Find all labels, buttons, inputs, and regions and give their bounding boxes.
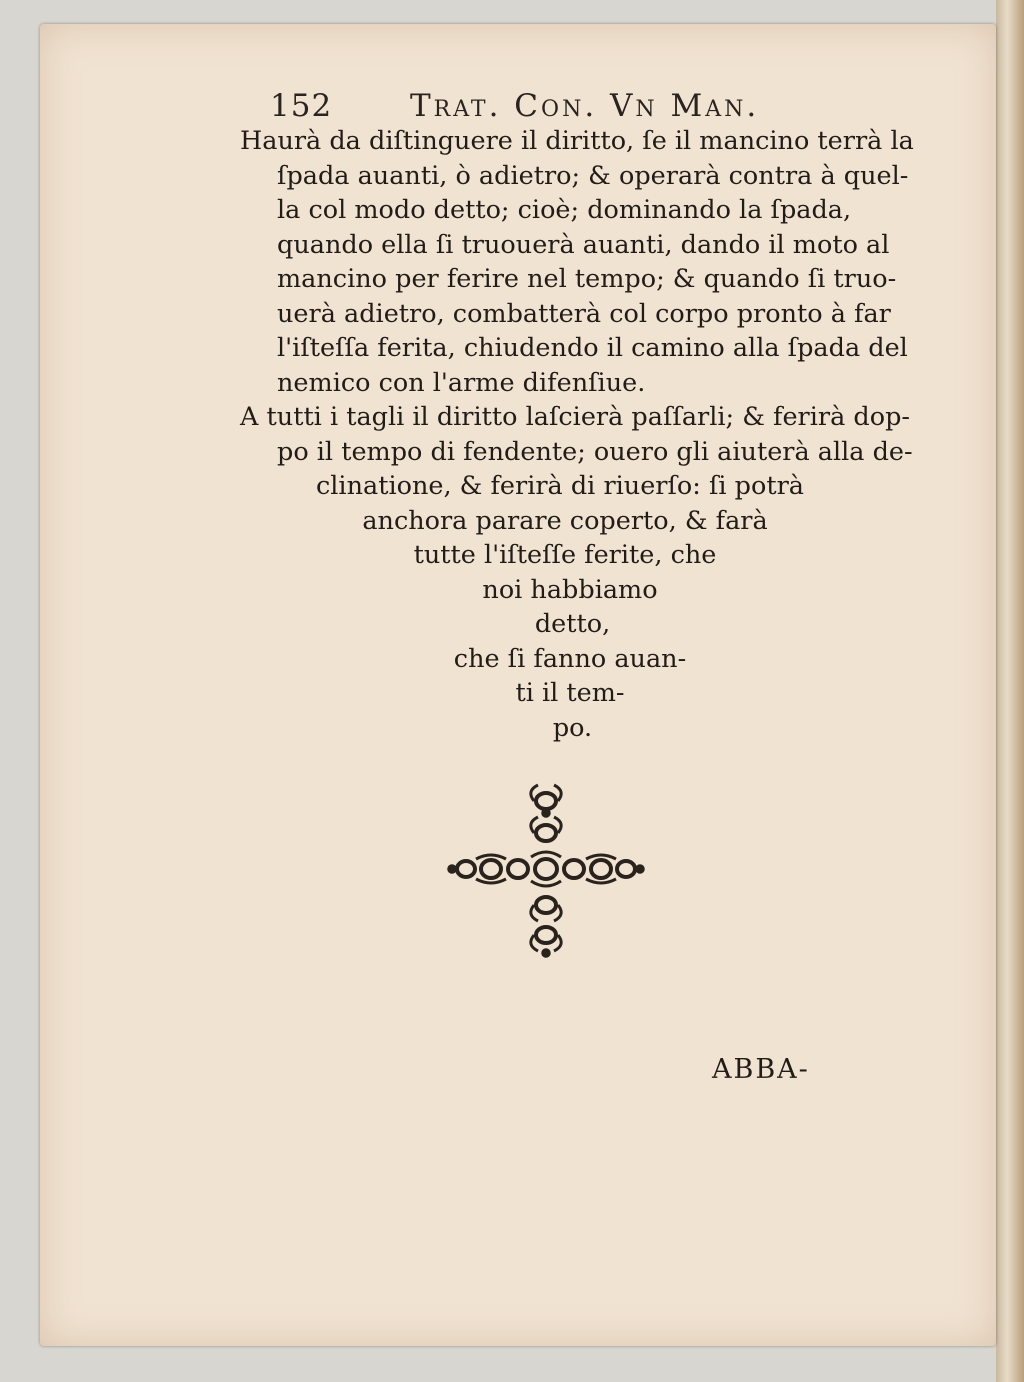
- text-line: ti il tem-: [515, 678, 625, 708]
- text-line: detto,: [534, 609, 611, 639]
- text-line: anchora parare coperto, & farà: [362, 505, 768, 536]
- running-head: [270, 88, 830, 128]
- fleuron-icon: [531, 897, 561, 921]
- fleuron-cross-ornament: [446, 779, 646, 959]
- text-line: clinatione, & ferirà di riuerſo: ſi potrà: [315, 471, 804, 501]
- text-line: ſpada auanti, ò adietro; & operarà contra à quel-: [277, 160, 909, 191]
- text-line: po.: [552, 712, 593, 743]
- running-title: Trat. Con. Vn Man.: [410, 88, 760, 124]
- text-line: tutte l'iſteſſe ferite, che: [413, 540, 717, 570]
- text-line: la col modo detto; cioè; dominando la ſpada,: [277, 195, 852, 225]
- fleuron-icon: [531, 785, 561, 817]
- text-line: quando ella ſi truouerà auanti, dando il moto al: [277, 229, 890, 260]
- book-page: [40, 24, 996, 1346]
- text-line: po il tempo di fendente; ouero gli aiuterà alla de-: [277, 436, 913, 467]
- book-spine-edge: [996, 0, 1024, 1382]
- text-line: mancino per ferire nel tempo; & quando ſi truo-: [277, 264, 897, 294]
- text-line: l'iſteſſa ferita, chiudendo il camino alla ſpada del: [277, 333, 908, 363]
- fleuron-icon: [531, 817, 561, 841]
- catchword: ABBA-: [712, 1054, 810, 1085]
- text-line: uerà adietro, combatterà col corpo pronto à far: [277, 298, 891, 329]
- fleuron-row-icon: [448, 852, 644, 886]
- page-number: 152: [270, 88, 333, 124]
- text-line: nemico con l'arme difenſiue.: [277, 367, 646, 398]
- text-line: che ſi fanno auan-: [453, 643, 687, 674]
- body-text: [240, 124, 914, 745]
- text-line: A tutti i tagli il diritto laſcierà paſſarli; & ferirà dop-: [240, 402, 911, 432]
- text-line: noi habbiamo: [482, 574, 658, 605]
- fleuron-icon: [531, 927, 561, 957]
- text-line: Haurà da diſtinguere il diritto, ſe il mancino terrà la: [240, 126, 914, 156]
